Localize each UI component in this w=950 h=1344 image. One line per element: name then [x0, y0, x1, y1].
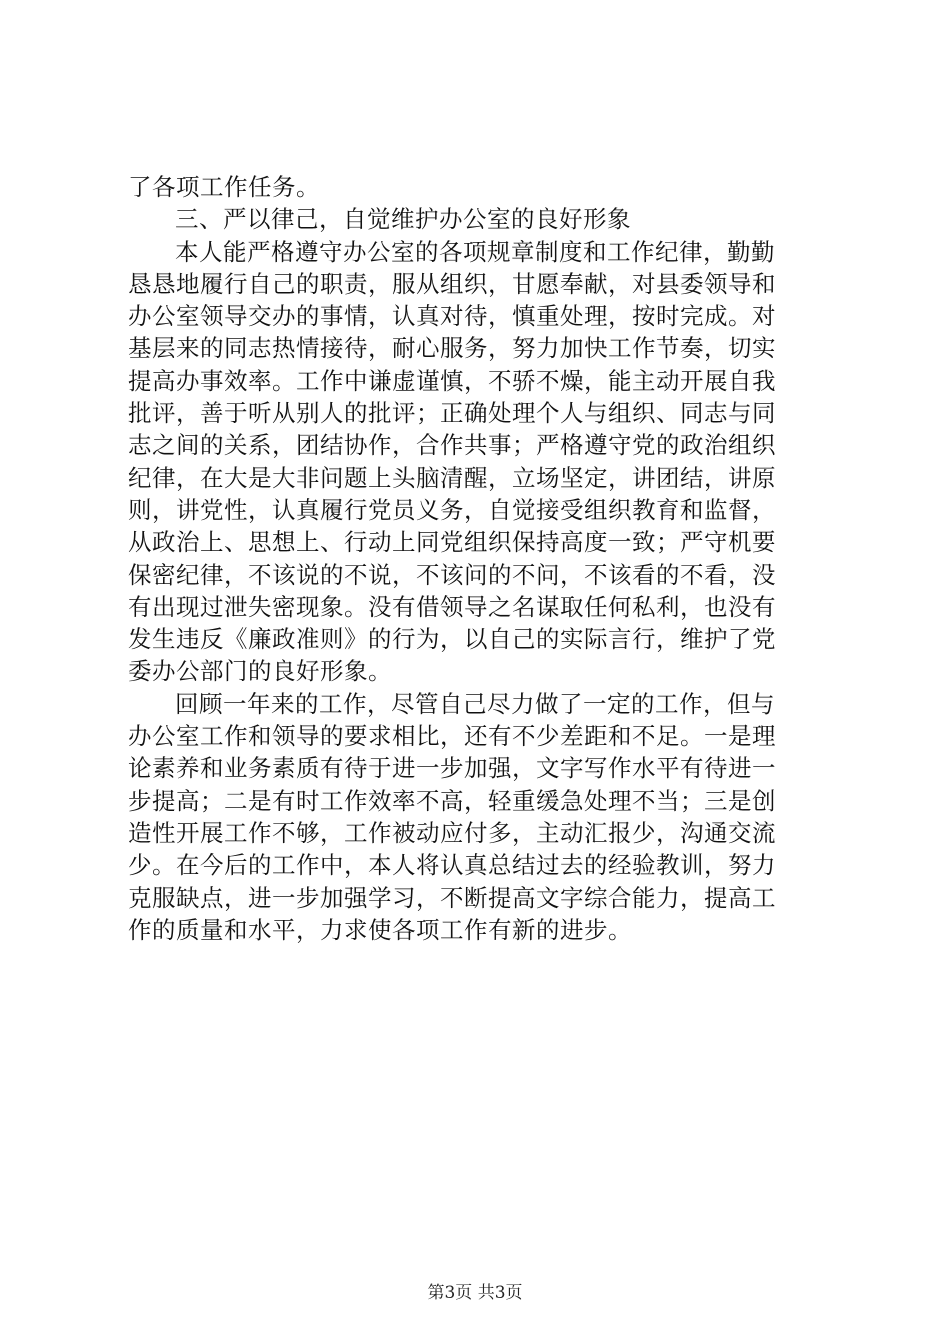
- text-line: 作的质量和水平，力求使各项工作有新的进步。: [128, 915, 632, 944]
- text-line: 少。在今后的工作中，本人将认真总结过去的经验教训，努力: [128, 851, 776, 880]
- text-line: 则，讲党性，认真履行党员义务，自觉接受组织教育和监督，: [128, 495, 776, 524]
- text-line: 办公室工作和领导的要求相比，还有不少差距和不足。一是理: [128, 722, 776, 751]
- page-footer: 第3页 共3页: [427, 1283, 523, 1303]
- text-line: 三、严以律己，自觉维护办公室的良好形象: [175, 205, 631, 234]
- text-line: 论素养和业务素质有待于进一步加强，文字写作水平有待进一: [128, 754, 776, 783]
- text-line: 基层来的同志热情接待，耐心服务，努力加快工作节奏，切实: [128, 334, 776, 363]
- text-line: 了各项工作任务。: [128, 173, 320, 201]
- text-line: 从政治上、思想上、行动上同党组织保持高度一致；严守机要: [128, 528, 776, 557]
- text-line: 造性开展工作不够，工作被动应付多，主动汇报少，沟通交流: [128, 818, 776, 847]
- text-line: 纪律，在大是大非问题上头脑清醒，立场坚定，讲团结，讲原: [128, 463, 776, 492]
- text-line: 批评，善于听从别人的批评；正确处理个人与组织、同志与同: [128, 399, 776, 428]
- text-line: 发生违反《廉政准则》的行为，以自己的实际言行，维护了党: [128, 625, 776, 654]
- text-line: 办公室领导交办的事情，认真对待，慎重处理，按时完成。对: [128, 302, 776, 331]
- text-line: 提高办事效率。工作中谦虚谨慎，不骄不燥，能主动开展自我: [128, 366, 776, 395]
- text-line: 恳恳地履行自己的职责，服从组织，甘愿奉献，对县委领导和: [128, 269, 776, 298]
- text-line: 本人能严格遵守办公室的各项规章制度和工作纪律，勤勤: [175, 237, 775, 266]
- text-line: 志之间的关系，团结协作，合作共事；严格遵守党的政治组织: [128, 431, 776, 460]
- document-body: [128, 171, 818, 946]
- text-line: 委办公部门的良好形象。: [128, 657, 392, 686]
- text-line: 保密纪律，不该说的不说，不该问的不问，不该看的不看，没: [128, 560, 776, 589]
- text-line: 步提高；二是有时工作效率不高，轻重缓急处理不当；三是创: [128, 786, 776, 815]
- text-line: 有出现过泄失密现象。没有借领导之名谋取任何私利，也没有: [128, 592, 776, 621]
- text-line: 克服缺点，进一步加强学习，不断提高文字综合能力，提高工: [128, 883, 776, 912]
- text-line: 回顾一年来的工作，尽管自己尽力做了一定的工作，但与: [175, 689, 775, 718]
